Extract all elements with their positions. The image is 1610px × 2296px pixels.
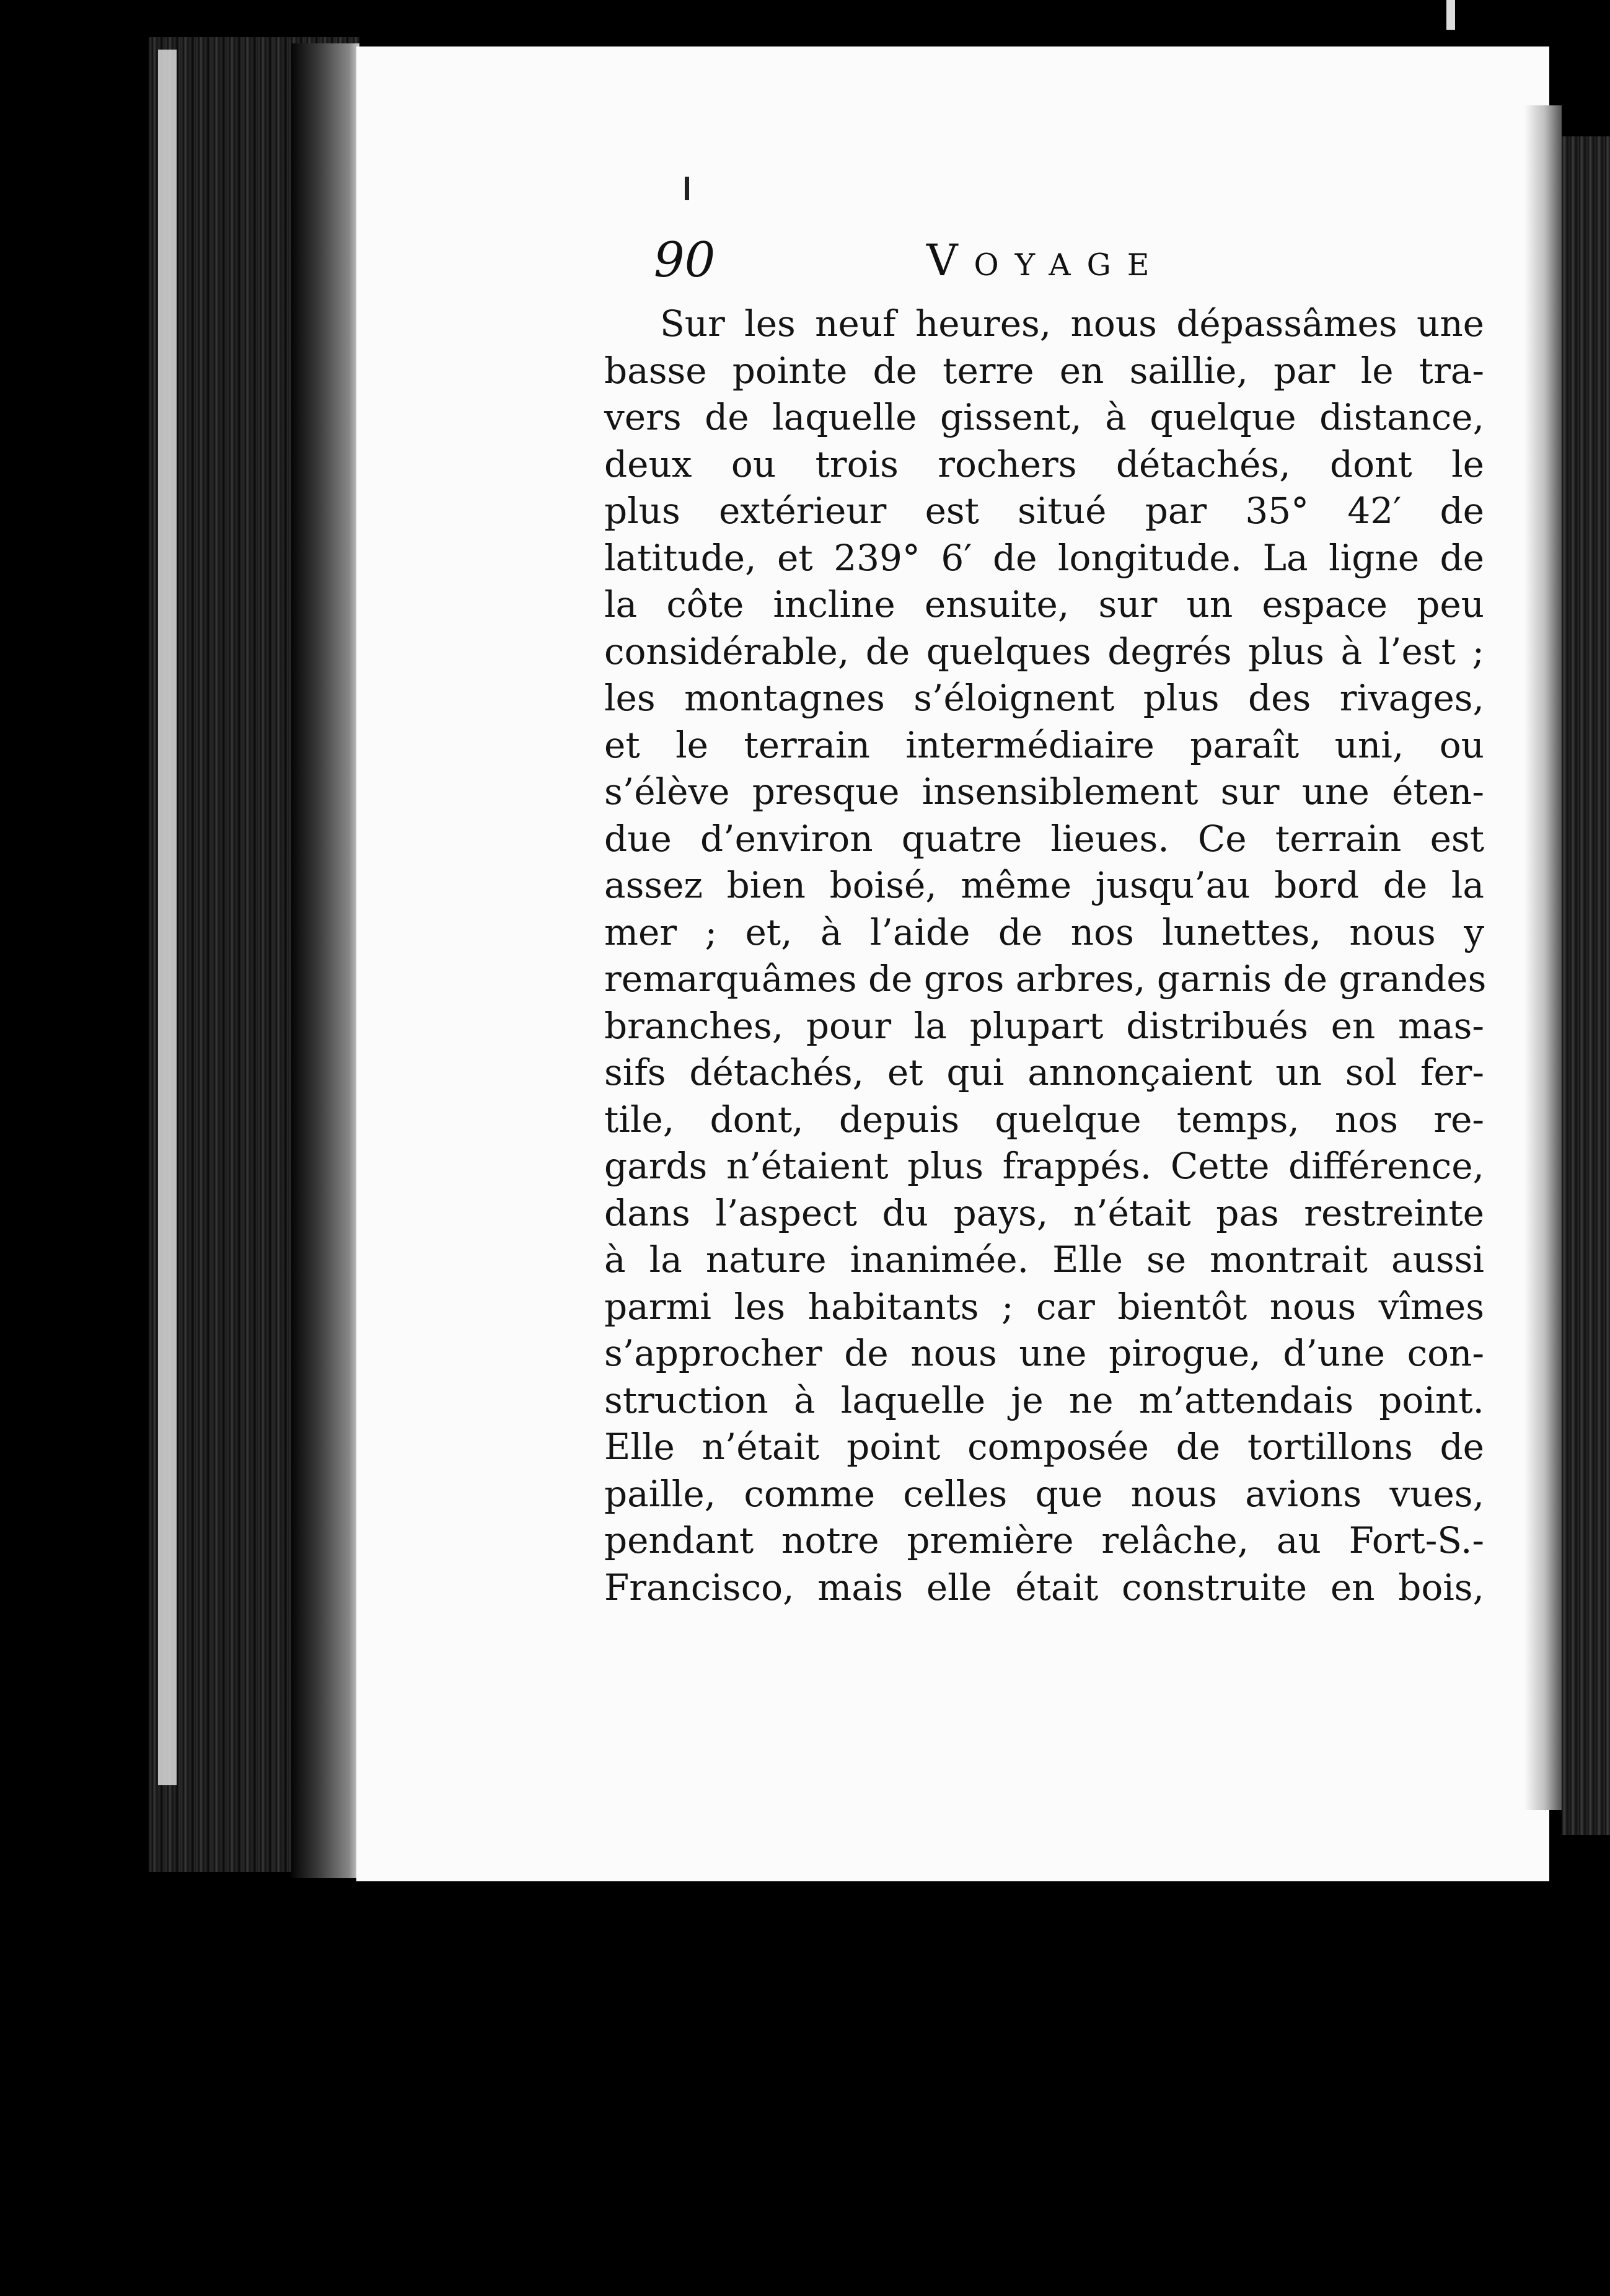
text-line: deux ou trois rochers détachés, dont le: [604, 443, 1484, 485]
text-line: et le terrain intermédiaire paraît uni, ou: [604, 723, 1484, 766]
text-line: mer ; et, à l’aide de nos lunettes, nous y: [604, 911, 1484, 953]
text-line: sifs détachés, et qui annonçaient un sol fer-: [604, 1051, 1484, 1093]
text-line: s’élève presque insensiblement sur une éten-: [604, 770, 1484, 813]
text-line: à la nature inanimée. Elle se montrait aussi: [604, 1239, 1484, 1281]
text-line: Francisco, mais elle était construite en bois,: [604, 1566, 1484, 1609]
scan-artifact: [1446, 0, 1455, 30]
text-line: due d’environ quatre lieues. Ce terrain est: [604, 817, 1484, 860]
ink-mark: [685, 177, 689, 200]
page-edge-strip: [158, 50, 177, 1785]
text-line: struction à laquelle je ne m’attendais point.: [604, 1379, 1484, 1421]
text-line: parmi les habitants ; car bientôt nous vîmes: [604, 1285, 1484, 1328]
text-line: plus extérieur est situé par 35° 42′ de: [604, 490, 1484, 532]
page-header: [654, 229, 1212, 304]
text-line: vers de laquelle gissent, à quelque distance,: [604, 396, 1484, 438]
text-line: basse pointe de terre en saillie, par le tra-: [604, 349, 1484, 392]
text-line: Sur les neuf heures, nous dépassâmes une: [660, 302, 1484, 345]
text-line: s’approcher de nous une pirogue, d’une con-: [604, 1332, 1484, 1374]
text-line: latitude, et 239° 6′ de longitude. La ligne de: [604, 536, 1484, 579]
text-line: remarquâmes de gros arbres, garnis de grandes: [604, 958, 1487, 1000]
text-line: considérable, de quelques degrés plus à l’est ;: [604, 630, 1484, 673]
page-number: 90: [654, 232, 716, 288]
text-line: les montagnes s’éloignent plus des rivages,: [604, 677, 1484, 719]
text-line: branches, pour la plupart distribués en mas-: [604, 1004, 1484, 1047]
text-line: pendant notre première relâche, au Fort-S.-: [604, 1519, 1484, 1561]
right-book-edge: [1562, 136, 1610, 1835]
right-page-shadow: [1524, 105, 1562, 1810]
text-line: la côte incline ensuite, sur un espace peu: [604, 583, 1484, 625]
text-line: gards n’étaient plus frappés. Cette différence,: [604, 1145, 1484, 1187]
text-line: Elle n’était point composée de tortillons de: [604, 1426, 1484, 1468]
text-line: paille, comme celles que nous avions vues,: [604, 1472, 1484, 1515]
running-head: Voyage: [926, 235, 1166, 286]
text-line: dans l’aspect du pays, n’était pas restreinte: [604, 1191, 1484, 1234]
gutter-shadow: [291, 43, 359, 1878]
text-line: tile, dont, depuis quelque temps, nos re-: [604, 1098, 1484, 1141]
body-text: [604, 301, 1487, 1611]
text-line: assez bien boisé, même jusqu’au bord de la: [604, 864, 1484, 906]
